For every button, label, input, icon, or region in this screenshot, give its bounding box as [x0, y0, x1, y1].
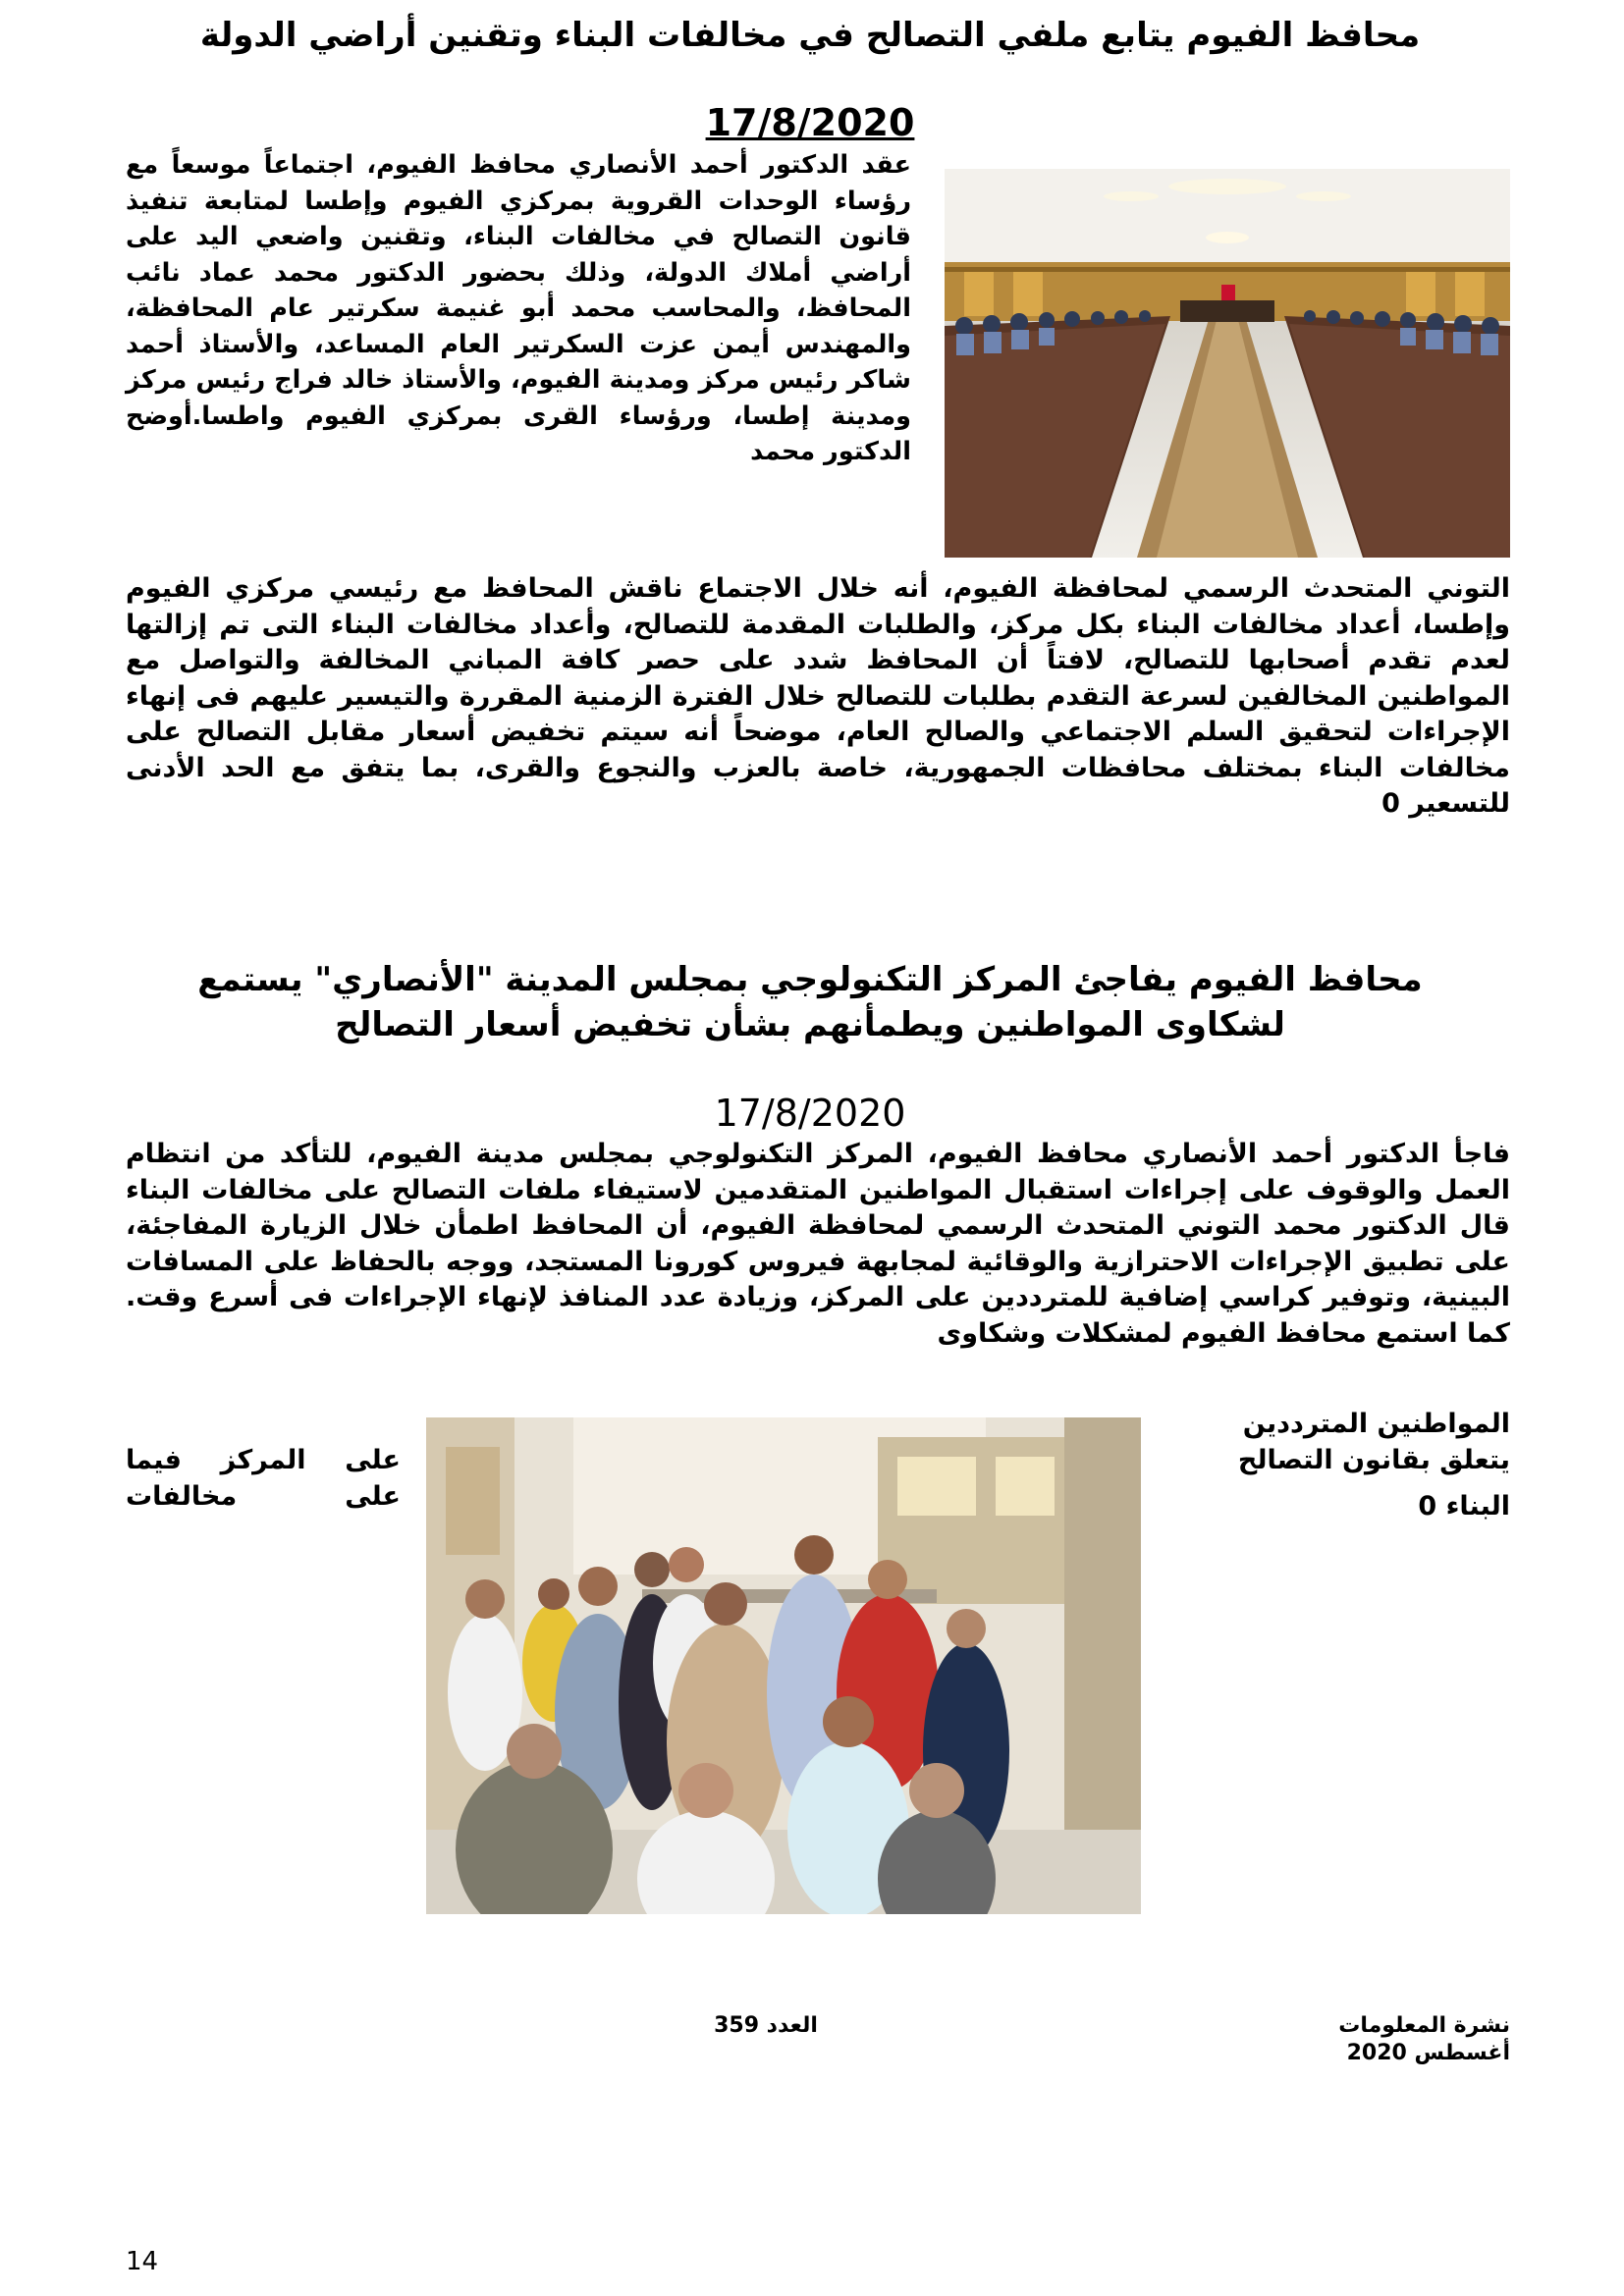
article2-date: 17/8/2020	[714, 1092, 906, 1135]
footer-issue-number: العدد 359	[714, 2013, 818, 2038]
article2-right-line-1: المواطنين المترددين	[1242, 1409, 1510, 1439]
article2-title: محافظ الفيوم يفاجئ المركز التكنولوجي بمجلس المدينة "الأنصاري" يستمع لشكاوى المواطنين ويطمأنهم بشأن تخفيض أسعار التصالح	[197, 960, 1423, 1044]
page-number: 14	[126, 2247, 159, 2276]
footer-publication-month: أغسطس 2020	[1346, 2041, 1510, 2065]
governor-visit-photo	[426, 1417, 1141, 1914]
article2-left-line-2: على مخالفات	[126, 1480, 401, 1512]
article2-paragraph-main: فاجأ الدكتور أحمد الأنصاري محافظ الفيوم، المركز التكنولوجي بمجلس مدينة الفيوم، للتأكد من انتظام العمل والوقوف على إجراءات استقبال المواطنين المتقدمين لاستيفاء ملفات التصالح على مخالفات البناء قال الدكتور محمد التوني المتحدث الرسمي لمحافظة الفيوم، أن المحافظ اطمأن خلال الزيارة المفاجئة، على تطبيق الإجراءات الاحترازية والوقائية لمجابهة فيروس كورونا المستجد، ووجه بالحفاظ على المسافات البينية، وتوفير كراسي إضافية للمترددين على المركز، وزيادة عدد المنافذ لإنهاء الإجراءات فى أسرع وقت. كما استمع محافظ الفيوم لمشكلات وشكاوى	[126, 1139, 1510, 1349]
article1-date: 17/8/2020	[705, 101, 915, 144]
article1-paragraph-intro: عقد الدكتور أحمد الأنصاري محافظ الفيوم، اجتماعاً موسعاً مع رؤساء الوحدات القروية بمركزي الفيوم وإطسا لمتابعة تنفيذ قانون التصالح في مخالفات البناء، وتقنين واضعي اليد على أراضي أملاك الدولة، وذلك بحضور الدكتور محمد عماد نائب المحافظ، والمحاسب محمد أبو غنيمة سكرتير عام المحافظة، والمهندس أيمن عزت السكرتير العام المساعد، والأستاذ أحمد شاكر رئيس مركز ومدينة الفيوم، والأستاذ خالد فراج رئيس مركز ومدينة إطسا، ورؤساء القرى بمركزي الفيوم واطسا.أوضح الدكتور محمد	[126, 150, 911, 466]
article1-title: محافظ الفيوم يتابع ملفي التصالح في مخالفات البناء وتقنين أراضي الدولة	[199, 16, 1421, 55]
article2-paragraph-right	[1147, 1407, 1510, 1478]
footer-publication-name: نشرة المعلومات	[1338, 2013, 1510, 2038]
article2-right-line-2: يتعلق بقانون التصالح	[1237, 1444, 1510, 1475]
article2-paragraph-end: البناء 0	[1418, 1491, 1510, 1522]
article2-left-line-1: على المركز فيما	[126, 1445, 401, 1475]
article1-paragraph-rest: التوني المتحدث الرسمي لمحافظة الفيوم، أنه خلال الاجتماع ناقش المحافظ مع رئيسي مركزي الفيوم وإطسا، أعداد مخالفات البناء بكل مركز، والطلبات المقدمة للتصالح، وأعداد مخالفات البناء التى تم إزالتها لعدم تقدم أصحابها للتصالح، لافتاً أن المحافظ شدد على حصر كافة المباني المخالفة والتواصل مع المواطنين المخالفين لسرعة التقدم بطلبات للتصالح خلال الفترة الزمنية المقررة والتيسير عليهم فى إنهاء الإجراءات لتحقيق السلم الاجتماعي والصالح العام، موضحاً أنه سيتم تخفيض أسعار مقابل التصالح على مخالفات البناء بمختلف محافظات الجمهورية، خاصة بالعزب والنجوع والقرى، بما يتفق مع الحد الأدنى للتسعير 0	[126, 573, 1510, 819]
footer-publication-info	[1267, 2012, 1510, 2067]
meeting-hall-photo	[945, 169, 1510, 558]
